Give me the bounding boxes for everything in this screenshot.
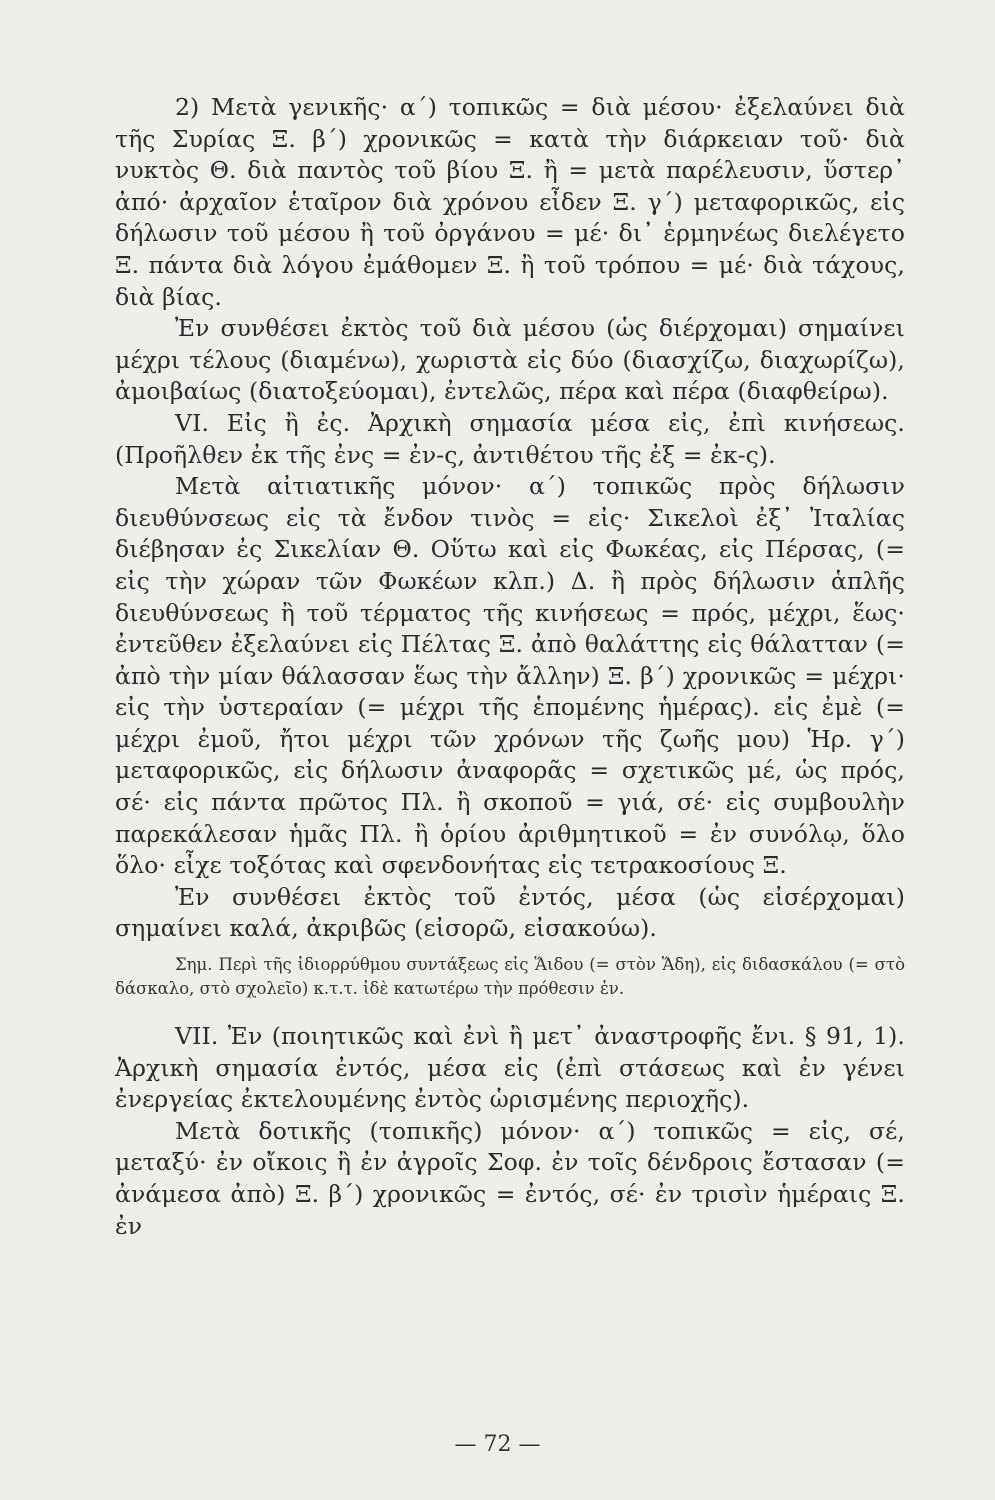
paragraph-en-dative: Μετὰ δοτικῆς (τοπικῆς) μόνον· α΄) τοπικῶς = εἰς, σέ, μεταξύ· ἐν οἴκοις ἢ ἐν ἀγροῖς Σοφ. ἐν τοῖς δένδροις ἔστασαν (= ἀνάμεσα ἀπὸ) Ξ. β΄) χρονικῶς = ἐντός, σέ· ἐν τρισὶν ἡμέραις Ξ. ἐν [115,1116,905,1240]
paragraph-eis-composition: Ἐν συνθέσει ἐκτὸς τοῦ ἐντός, μέσα (ὡς εἰσέρχομαι) σημαίνει καλά, ἀκριβῶς (εἰσορῶ, εἰσακούω). [115,882,905,943]
section-gap [115,1001,905,1021]
footnote: Σημ. Περὶ τῆς ἰδιορρύθμου συντάξεως εἰς Ἅιδου (= στὸν Ἅδη), εἰς διδασκάλου (= στὸ δάσκαλο, στὸ σχολεῖο) κ.τ.τ. ἰδὲ κατωτέρω τὴν πρόθεσιν ἐν. [115,955,905,999]
paragraph-dia-genitive: 2) Μετὰ γενικῆς· α΄) τοπικῶς = διὰ μέσου· ἐξελαύνει διὰ τῆς Συρίας Ξ. β΄) χρονικῶς = κατὰ τὴν διάρκειαν τοῦ· διὰ νυκτὸς Θ. διὰ παντὸς τοῦ βίου Ξ. ἢ = μετὰ παρέλευσιν, ὕστερ᾽ ἀπό· ἀρχαῖον ἑταῖρον διὰ χρόνου εἶδεν Ξ. γ΄) μεταφορικῶς, εἰς δήλωσιν τοῦ μέσου ἢ τοῦ ὀργάνου = μέ· δι᾽ ἑρμηνέως διελέγετο Ξ. πάντα διὰ λόγου ἐμάθομεν Ξ. ἢ τοῦ τρόπου = μέ· διὰ τάχους, διὰ βίας. [115,93,905,311]
paragraph-eis-heading: VI. Εἰς ἢ ἐς. Ἀρχικὴ σημασία μέσα εἰς, ἐπὶ κινήσεως. (Προῆλθεν ἐκ τῆς ἐνς = ἐν-ς, ἀντιθέτου τῆς ἐξ = ἐκ-ς). [115,408,905,469]
page-body [115,92,905,1472]
paragraph-eis-accusative: Μετὰ αἰτιατικῆς μόνον· α΄) τοπικῶς πρὸς δήλωσιν διευθύνσεως εἰς τὰ ἔνδον τινὸς = εἰς· Σικελοὶ ἐξ᾽ Ἰταλίας διέβησαν ἐς Σικελίαν Θ. Οὕτω καὶ εἰς Φωκέας, εἰς Πέρσας, (= εἰς τὴν χώραν τῶν Φωκέων κλπ.) Δ. ἢ πρὸς δήλωσιν ἁπλῆς διευθύνσεως ἢ τοῦ τέρματος τῆς κινήσεως = πρός, μέχρι, ἕως· ἐντεῦθεν ἐξελαύνει εἰς Πέλτας Ξ. ἀπὸ θαλάττης εἰς θάλατταν (= ἀπὸ τὴν μίαν θάλασσαν ἕως τὴν ἄλλην) Ξ. β΄) χρονικῶς = μέχρι· εἰς τὴν ὑστεραίαν (= μέχρι τῆς ἑπομένης ἡμέρας). εἰς ἐμὲ (= μέχρι ἐμοῦ, ἤτοι μέχρι τῶν χρόνων τῆς ζωῆς μου) Ἡρ. γ΄) μεταφορικῶς, εἰς δήλωσιν ἀναφορᾶς = σχετικῶς μέ, ὡς πρός, σέ· εἰς πάντα πρῶτος Πλ. ἢ σκοποῦ = γιά, σέ· εἰς συμβουλὴν παρεκάλεσαν ἡμᾶς Πλ. ἢ ὁρίου ἀριθμητικοῦ = ἐν συνόλῳ, ὅλο ὅλο· εἶχε τοξότας καὶ σφενδονήτας εἰς τετρακοσίους Ξ. [115,472,905,880]
paragraph-dia-composition: Ἐν συνθέσει ἐκτὸς τοῦ διὰ μέσου (ὡς διέρχομαι) σημαίνει μέχρι τέλους (διαμένω), χωριστὰ εἰς δύο (διασχίζω, διαχωρίζω), ἀμοιβαίως (διατοξεύομαι), ἐντελῶς, πέρα καὶ πέρα (διαφθείρω). [115,314,905,406]
page-number: — 72 — [454,1432,541,1457]
paragraph-en-heading: VII. Ἐν (ποιητικῶς καὶ ἐνὶ ἢ μετ᾽ ἀναστροφῆς ἔνι. § 91, 1). Ἀρχικὴ σημασία ἐντός, μέσα εἰς (ἐπὶ στάσεως καὶ ἐν γένει ἐνεργείας ἐκτελουμένης ἐντὸς ὡρισμένης περιοχῆς). [115,1022,905,1114]
